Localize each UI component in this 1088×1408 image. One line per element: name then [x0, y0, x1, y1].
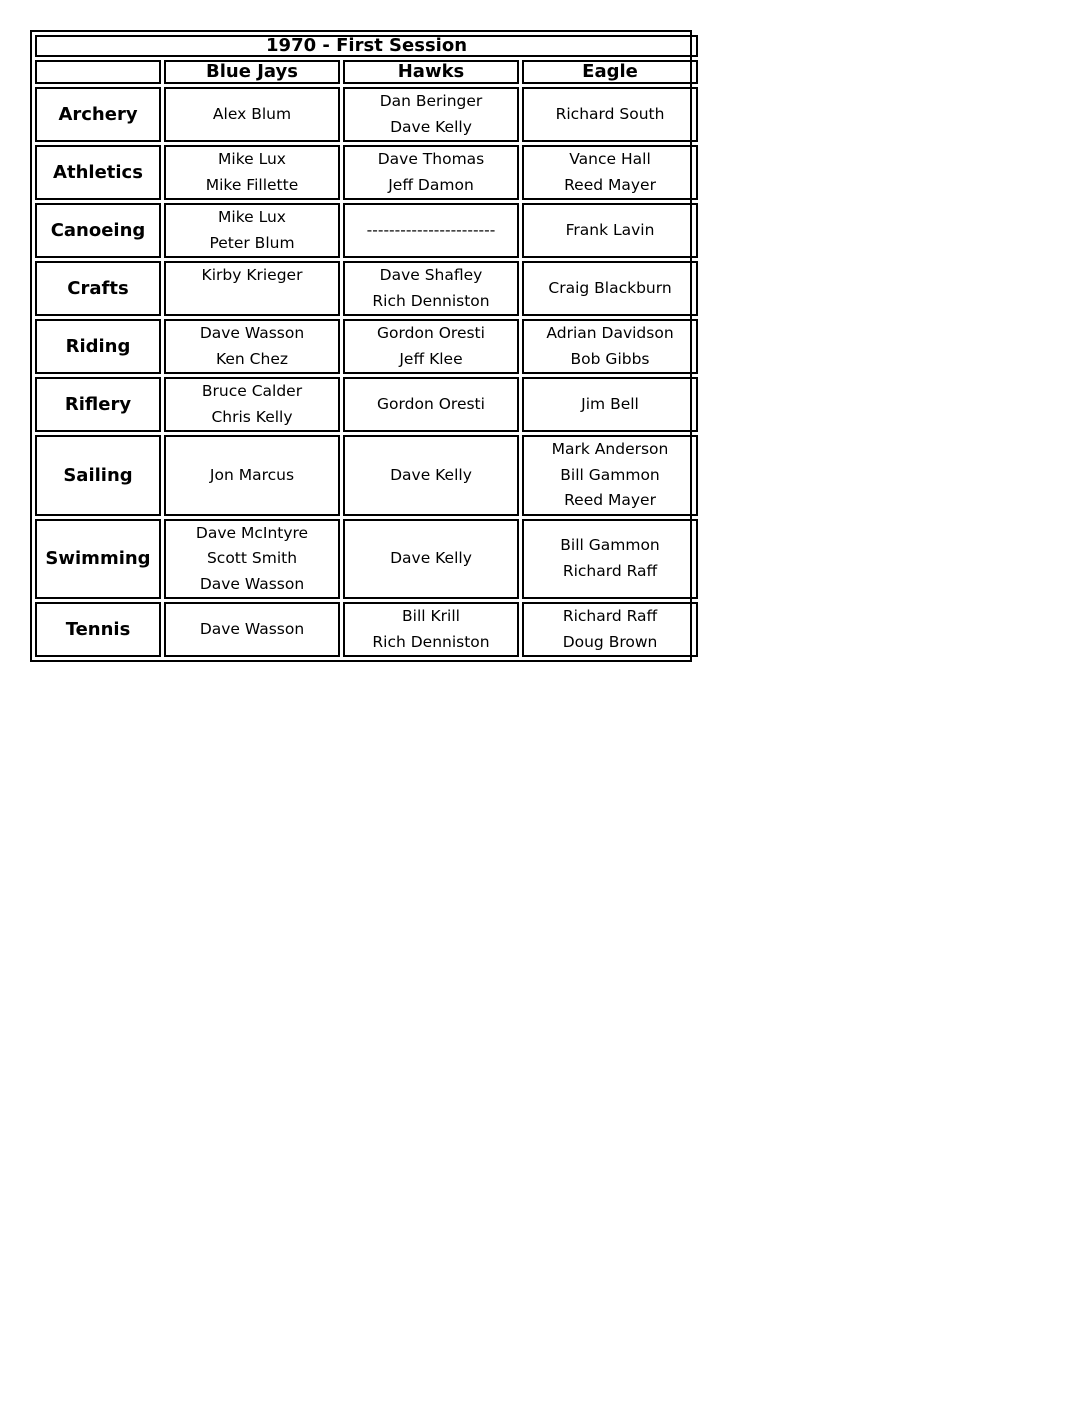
- person-name: Jon Marcus: [209, 465, 295, 484]
- table-row: [35, 377, 698, 432]
- header-cell-activity: [35, 60, 161, 84]
- person-name: Dave McIntyre: [195, 523, 309, 542]
- table-row: [35, 261, 698, 316]
- person-name: Gordon Oresti: [377, 324, 485, 342]
- person-name: Craig Blackburn: [548, 278, 672, 297]
- name-cell-blue-jays: [164, 435, 340, 516]
- person-name: Kirby Krieger: [201, 266, 303, 284]
- person-name: Richard South: [555, 104, 665, 123]
- roster-table: [32, 32, 701, 660]
- name-cell-hawks: [343, 261, 519, 316]
- activity-cell: Tennis: [35, 602, 161, 657]
- activity-cell: Riflery: [35, 377, 161, 432]
- roster-table-body: [35, 35, 698, 657]
- person-name: Peter Blum: [209, 233, 295, 252]
- table-row: [35, 319, 698, 374]
- person-name: Dave Shafley: [379, 266, 483, 284]
- title-row: [35, 35, 698, 57]
- table-row: [35, 87, 698, 142]
- person-name: Alex Blum: [212, 104, 292, 123]
- name-cell-hawks: [343, 87, 519, 142]
- person-name: Rich Denniston: [372, 632, 490, 651]
- person-name: Dave Thomas: [377, 150, 485, 168]
- name-cell-eagle: [522, 145, 698, 200]
- header-cell-hawks: Hawks: [343, 60, 519, 84]
- roster-table-frame: [30, 30, 692, 662]
- table-row: [35, 602, 698, 657]
- person-name: Chris Kelly: [211, 407, 293, 426]
- header-row: [35, 60, 698, 84]
- person-name: Gordon Oresti: [377, 394, 485, 413]
- name-cell-eagle: [522, 377, 698, 432]
- person-name: Richard Raff: [562, 607, 658, 625]
- person-name: Reed Mayer: [564, 491, 656, 509]
- name-cell-blue-jays: [164, 519, 340, 600]
- person-name: Jeff Klee: [399, 349, 463, 368]
- table-row: [35, 145, 698, 200]
- header-cell-blue-jays: Blue Jays: [164, 60, 340, 84]
- person-name: Scott Smith: [206, 549, 298, 567]
- person-name: Bill Gammon: [560, 465, 660, 484]
- person-name: Dave Kelly: [390, 549, 472, 567]
- person-name: Dave Wasson: [199, 324, 305, 342]
- name-cell-hawks: [343, 145, 519, 200]
- person-name: Rich Denniston: [372, 291, 490, 310]
- name-cell-blue-jays: [164, 602, 340, 657]
- person-name: Doug Brown: [562, 632, 658, 651]
- header-cell-eagle: Eagle: [522, 60, 698, 84]
- person-name: -----------------------: [366, 220, 496, 239]
- name-cell-eagle: [522, 602, 698, 657]
- name-cell-eagle: [522, 435, 698, 516]
- person-name: Dave Wasson: [199, 619, 305, 638]
- person-name: Bill Gammon: [560, 536, 660, 555]
- person-name: Dave Wasson: [199, 574, 305, 593]
- name-cell-hawks: [343, 377, 519, 432]
- activity-cell: Riding: [35, 319, 161, 374]
- person-name: Ken Chez: [216, 349, 288, 368]
- person-name: Jim Bell: [581, 394, 639, 413]
- person-name: Mike Lux: [218, 150, 286, 168]
- name-cell-hawks: [343, 519, 519, 600]
- person-name: Dan Beringer: [379, 92, 483, 110]
- activity-cell: Archery: [35, 87, 161, 142]
- name-cell-blue-jays: [164, 145, 340, 200]
- name-cell-eagle: [522, 319, 698, 374]
- activity-cell: Sailing: [35, 435, 161, 516]
- person-name: Vance Hall: [569, 150, 651, 168]
- activity-cell: Athletics: [35, 145, 161, 200]
- activity-cell: Crafts: [35, 261, 161, 316]
- table-row: [35, 519, 698, 600]
- name-cell-eagle: [522, 261, 698, 316]
- table-title: 1970 - First Session: [35, 35, 698, 57]
- person-name: Dave Kelly: [390, 465, 472, 484]
- activity-cell: Swimming: [35, 519, 161, 600]
- name-cell-blue-jays: [164, 203, 340, 258]
- person-name: Jeff Damon: [388, 175, 474, 194]
- name-cell-blue-jays: [164, 261, 340, 316]
- person-name: Bill Krill: [402, 607, 460, 625]
- person-name: Richard Raff: [562, 561, 658, 580]
- name-cell-blue-jays: [164, 319, 340, 374]
- name-cell-hawks: [343, 602, 519, 657]
- person-name: Frank Lavin: [565, 220, 655, 239]
- person-name: Reed Mayer: [564, 175, 656, 194]
- person-name: Adrian Davidson: [546, 324, 674, 342]
- activity-cell: Canoeing: [35, 203, 161, 258]
- name-cell-hawks: [343, 435, 519, 516]
- person-name: Dave Kelly: [390, 117, 472, 136]
- table-row: [35, 203, 698, 258]
- name-cell-hawks: [343, 203, 519, 258]
- name-cell-eagle: [522, 87, 698, 142]
- name-cell-blue-jays: [164, 87, 340, 142]
- person-name: Bob Gibbs: [570, 349, 650, 368]
- name-cell-blue-jays: [164, 377, 340, 432]
- person-name: Bruce Calder: [201, 382, 303, 400]
- person-name: Mike Lux: [218, 208, 286, 226]
- name-cell-eagle: [522, 519, 698, 600]
- person-name: Mike Fillette: [205, 175, 299, 194]
- name-cell-eagle: [522, 203, 698, 258]
- name-cell-hawks: [343, 319, 519, 374]
- table-row: [35, 435, 698, 516]
- person-name: Mark Anderson: [551, 440, 669, 458]
